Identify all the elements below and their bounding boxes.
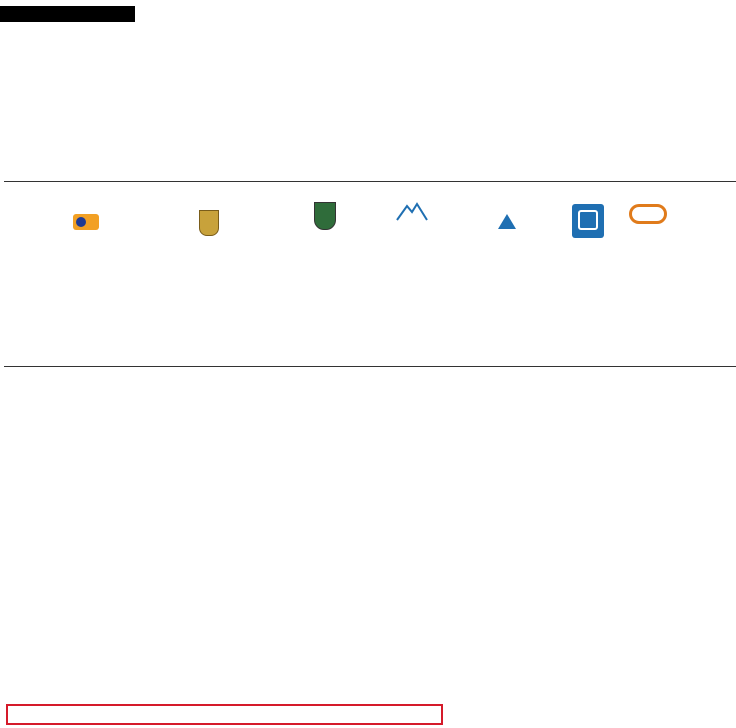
belluno-crest-icon [199, 210, 219, 236]
speed-timing-logo [672, 208, 732, 236]
cortina-crest-icon [314, 202, 336, 230]
belluno-logo [164, 206, 260, 240]
mountain-icon [395, 200, 429, 222]
veneto-emblem-icon [73, 214, 99, 230]
highlight-box [6, 704, 443, 725]
fisi-logo [572, 204, 604, 238]
comune-cortina-logo [282, 202, 368, 242]
fisi-emblem-icon [578, 210, 598, 230]
speed-logo [628, 204, 668, 238]
albergatori-logo [462, 207, 554, 235]
header-divider [4, 366, 736, 367]
cortina-skiworld-logo [386, 200, 438, 240]
vola-logo [684, 185, 734, 201]
category-header [0, 6, 135, 22]
veneto-logo [28, 208, 148, 236]
albergatori-mountain-icon [498, 212, 516, 230]
footer-divider [4, 181, 736, 182]
